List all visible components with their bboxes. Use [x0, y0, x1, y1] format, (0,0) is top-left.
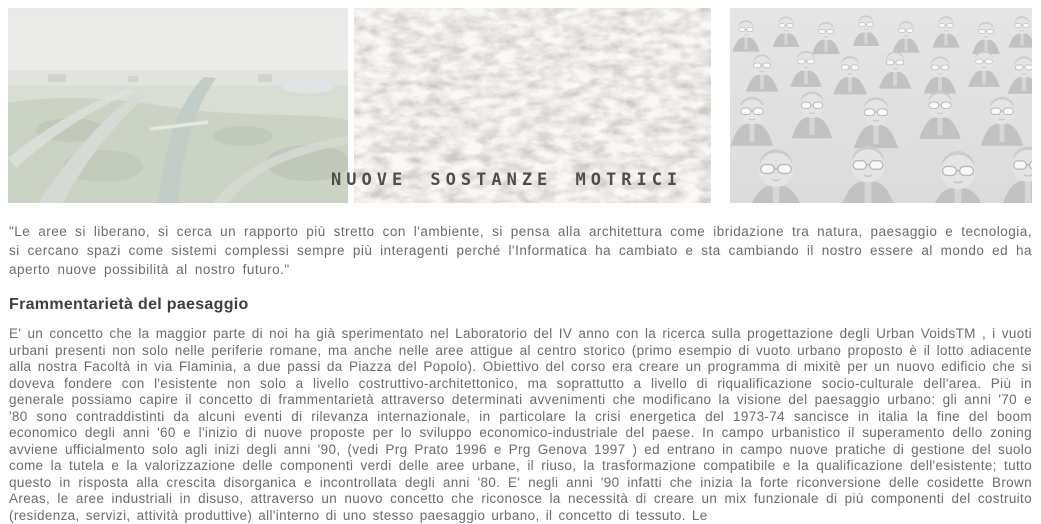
section-heading: Frammentarietà del paesaggio [9, 296, 249, 313]
header-collage [0, 0, 1041, 211]
section-paragraph: E' un concetto che la maggior parte di noi ha già sperimentato nel Laboratorio del IV anno con la ricerca sulla progettazione degli Urban VoidsTM , i vuoti urbani presenti non solo nelle periferie romane, ma anche nelle aree attigue al centro storico (primo esempio di vuoto urbano proposto è il lotto adiacente alla nostra Facoltà in via Flaminia, a due passi da Piazza del Popolo). Obiettivo del corso era creare un programma di mixitè per un nuovo edificio che si doveva fondere con l'esistente non solo a livello costruttivo-architettonico, ma soprattutto a livello di riqualificazione socio-culturale dell'area. Più in generale possiamo capire il concetto di frammentarietà attraverso determinati avvenimenti che modificano la visione del paesaggio urbano: gli anni '70 e '80 sono contraddistinti da alcuni eventi di rilevanza internazionale, in particolare la crisi energetica del 1973-74 sancisce in italia la fine del boom economico degli anni '60 e l'inizio di nuove proposte per lo sviluppo economico-industriale del paese. In campo urbanistico il superamento dello zoning avviene ufficialmento solo agli inizi degli anni '90, (vedi Prg Prato 1996 e Prg Genova 1997 ) ed entrano in campo nuove pratiche di gestione del suolo come la tutela e la valorizzazione delle componenti verdi delle aree urbane, il riuso, la trasformazione compatibile e la qualificazione dell'esistente; tutto questo in risposta alla crescita disorganica e incontrollata degli anni '80. E' negli anni '90 infatti che inizia la forte riconversione delle cosidette Brown Areas, le aree industriali in disuso, attraverso un nuovo concetto che riconosce la necessità di creare un mix funzionale di più componenti del costruito (residenza, servizi, attività produttive) all'interno di uno stesso paesaggio urbano, il concetto di tessuto. Le [9, 326, 1032, 523]
page-title: NUOVE SOSTANZE MOTRICI [331, 170, 683, 190]
aerial-cityscape-photo [8, 8, 348, 203]
intro-quote: "Le aree si liberano, si cerca un rapporto più stretto con l'ambiente, si pensa alla architettura come ibridazione tra natura, paesaggio e tecnologia, si cercano spazi come sistemi complessi sempre più interagenti perché l'Informatica ha cambiato e sta cambiando il nostro essere al mondo ed ha aperto nuove possibilità al nostro futuro." [9, 224, 1032, 277]
3d-glasses-audience-photo [730, 8, 1032, 203]
